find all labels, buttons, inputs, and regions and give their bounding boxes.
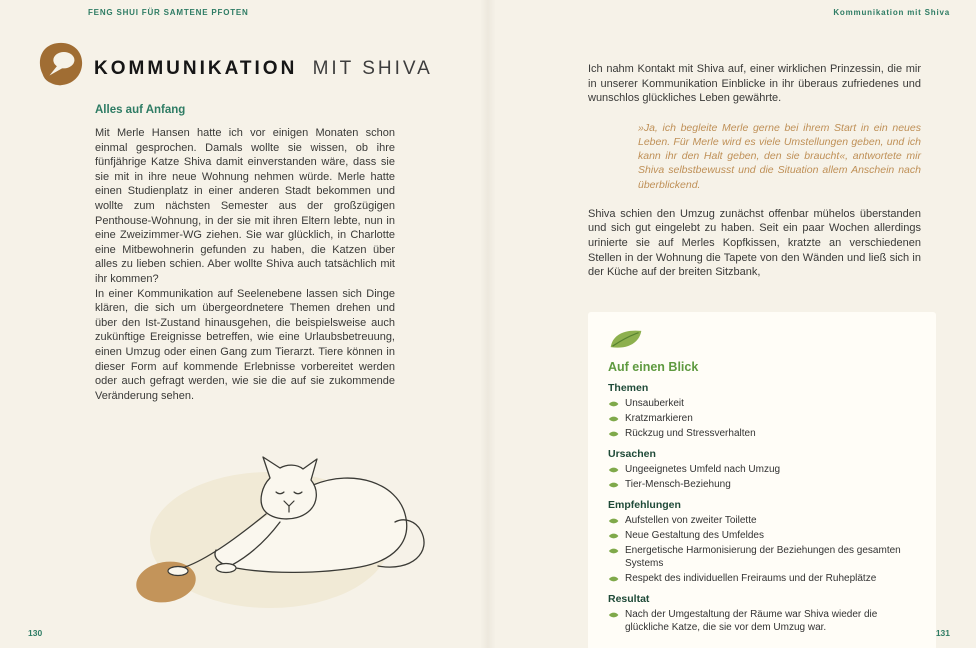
list-item: Energetische Harmonisierung der Beziehungen des gesamten Systems (608, 544, 916, 570)
paragraph: Shiva schien den Umzug zunächst offenbar mühelos überstanden und sich gut eingelebt zu haben. Seit ein paar Wochen allerdings urinierte sie auf Merles Kopfkissen, kratzte an verschiedenen Stellen in der Wohnung die Tapete von den Wänden und ließ sich in der Küche auf der breiten Sitzbank, (588, 207, 921, 279)
left-page-text (95, 126, 395, 403)
box-section-heading: Resultat (608, 593, 650, 605)
right-page-text (588, 62, 921, 280)
leaf-bullet-icon (608, 575, 619, 583)
pull-quote: »Ja, ich begleite Merle gerne bei ihrem Start in ein neues Leben. Für Merle wird es viele Umstellungen geben, und ich kann ihr den Halt geben, den sie braucht«, antwortete mir Shiva selbstbewusst und die Situation allem Anschein nach überblickend. (638, 121, 921, 191)
box-section-themen (608, 382, 916, 440)
leaf-bullet-icon (608, 430, 619, 438)
page-number-left: 130 (28, 628, 43, 638)
chapter-title-bold: KOMMUNIKATION (94, 58, 298, 79)
list-item: Nach der Umgestaltung der Räume war Shiva wieder die glückliche Katze, die sie vor dem Umzug war. (608, 608, 916, 634)
list-item: Respekt des individuellen Freiraums und der Ruheplätze (608, 572, 916, 585)
at-a-glance-box (588, 312, 936, 648)
leaf-bullet-icon (608, 481, 619, 489)
paragraph: In einer Kommunikation auf Seelenebene lassen sich Dinge klären, die sich um übergeordnetere Themen drehen und über den Ist-Zustand hinausgehen, die beispielsweise auch zukünftige Ereignisse betreffen, wie eine Urlaubsbetreuung, einen Umzug oder einen Gang zum Tierarzt. Tiere können in dieser Form auf kommende Erlebnisse vorbereitet werden oder auch gefragt werden, wie sie die auf sie zukommende Veränderung sehen. (95, 287, 395, 402)
leaf-bullet-icon (608, 466, 619, 474)
leaf-bullet-icon (608, 611, 619, 619)
box-section-ursachen (608, 448, 916, 491)
page-number-right: 131 (935, 628, 950, 638)
chapter-title (94, 58, 494, 80)
box-section-empfehlungen (608, 499, 916, 585)
box-title: Auf einen Blick (608, 360, 699, 374)
leaf-bullet-icon (608, 517, 619, 525)
list-item: Aufstellen von zweiter Toilette (608, 514, 916, 527)
list-item: Neue Gestaltung des Umfeldes (608, 529, 916, 542)
list-item: Ungeeignetes Umfeld nach Umzug (608, 463, 916, 476)
box-section-heading: Ursachen (608, 448, 656, 460)
box-section-heading: Empfehlungen (608, 499, 681, 511)
leaf-bullet-icon (608, 415, 619, 423)
list-item: Tier-Mensch-Beziehung (608, 478, 916, 491)
list-item: Rückzug und Stressverhalten (608, 427, 916, 440)
leaf-bullet-icon (608, 400, 619, 408)
leaf-icon (608, 327, 644, 351)
leaf-bullet-icon (608, 547, 619, 555)
paragraph: Mit Merle Hansen hatte ich vor einigen Monaten schon einmal gesprochen. Damals wollte sie wissen, ob ihre fünfjährige Katze Shiva damit einverstanden wäre, dass sie sie mit in ihre neue Wohnung nehmen würde. Merle hatte einen Studienplatz in einer anderen Stadt bekommen und wollte zum nächsten Semester aus der großzügigen Penthouse-Wohnung, in der sie mit ihren Eltern lebte, nun in eine Zweizimmer-WG ziehen. Sie war glücklich, in Charlotte eine Mitbewohnerin gefunden zu haben, die Katzen über alles zu lieben schien. Aber wollte Shiva auch tatsächlich mit ihr kommen? (95, 127, 395, 285)
running-head-right: Kommunikation mit Shiva (833, 8, 950, 17)
speech-bubble-icon (37, 40, 85, 88)
box-section-heading: Themen (608, 382, 649, 394)
list-item: Kratzmarkieren (608, 412, 916, 425)
list-item: Unsauberkeit (608, 397, 916, 410)
chapter-title-light: MIT SHIVA (312, 58, 433, 79)
section-heading: Alles auf Anfang (95, 104, 186, 116)
cat-line-drawing (120, 440, 460, 615)
leaf-bullet-icon (608, 532, 619, 540)
page-gutter (480, 0, 496, 648)
paragraph: Ich nahm Kontakt mit Shiva auf, einer wirklichen Prinzessin, die mir in unserer Kommunikation Einblicke in ihr überaus zufriedenes und wunschlos glückliches Leben gewährte. (588, 63, 921, 105)
running-head-left: FENG SHUI FÜR SAMTENE PFOTEN (88, 8, 249, 17)
box-section-resultat (608, 593, 916, 634)
